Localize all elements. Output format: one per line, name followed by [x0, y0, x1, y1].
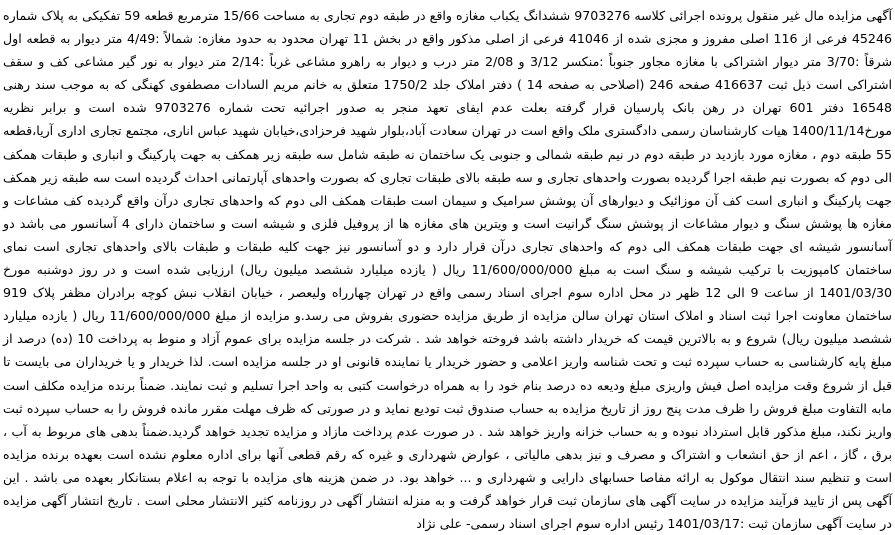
auction-notice-text: آگهی مزایده مال غیر منقول پرونده اجرائی کلاسه 9703276 ششدانگ یکباب مغازه واقع در طبقه دوم تجاری به مساحت 15/66 مترمربع قطعه 59 تفکیکی به پلاک شماره 45246 فرعی از 116 اصلی مفروز و مجزی شده از 41046 فرعی از اصلی مذکور واقع در بخش 11 تهران محدود به حدود مغازه: شمالاً :4/49 متر دیوار به قطعه اول شرقاً :3/70 متر دیوار اشتراکی با مغازه مجاور جنوباً :منکسر 3/12 و 2/08 متر درب و دیوار به راهرو مشاعی غرباً :2/14 متر دیوار به نور گیر مشاعی کف و سقف اشتراکی است ذیل ثبت 416637 صفحه 246 (اصلاحی به صفحه 14 ) دفتر املاک جلد 1750/2 متعلق به خانم مریم السادات مصطفوی کهنگی که به موجب سند رهنی 16548 دفتر 601 تهران در رهن بانک پارسیان قرار گرفته بعلت عدم ایفای تعهد منجر به صدور اجرائیه تحت شماره 9703276 شده است و برابر نظریه مورخ1400/11/14 هیات کارشناسان رسمی دادگستری ملک واقع است در تهران سعادت آباد،بلوار شهید فرحزادی،خیابان شهید عباس اناری، مجتمع تجاری اداری آریا،قطعه 55 طبقه دوم ، مغازه مورد بازدید در طبقه دوم در نیم طبقه شمالی و جنوبی یک ساختمان نه طبقه شامل سه طبقه زیر همکف به جهت پارکینگ و انباری و طبقات همکف الی دوم که بصورت نیم طبقه اجرا گردیده بصورت واحدهای تجاری و سه طبقه بالای طبقات تجاری که بصورت واحدهای آپارتمانی احداث گردیده است سه طبقه زیر همکف جهت پارکینگ و انباری است کف آن موزائیک و دیوارهای آن پوشش سرامیک و سیمان است طبقات همکف الی دوم که واحدهای تجاری درآن واقع گردیده کف مشاعات و مغازه ها پوشش سنگ و دیوار مشاعات از پوشش سنگ گرانیت است و ویترین های مغازه ها از پروفیل فلزی و شیشه است و ساختمان دارای 4 آسانسور می باشد دو آسانسور شیشه ای جهت طبقات همکف الی دوم که واحدهای تجاری درآن قرار دارد و دو آسانسور نیز جهت کلیه طبقات و طبقات بالای واحدهای تجاری است نمای ساختمان کامپوزیت با ترکیب شیشه و سنگ است به مبلغ 11/600/000/000 ریال ( یازده میلیارد ششصد میلیون ریال) ارزیابی شده است و در روز دوشنبه مورخ 1401/03/30 از ساعت 9 الی 12 ظهر در محل اداره سوم اجرای اسناد رسمی واقع در تهران چهارراه ولیعصر ، خیابان انقلاب نبش کوچه برادران مظفر پلاک 919 ساختمان معاونت اجرا ثبت اسناد و املاک استان تهران سالن مزایده از طریق مزایده حضوری بفروش می رسد.و مزایده از مبلغ 11/600/000/000 ریال ( یازده میلیارد ششصد میلیون ریال) شروع و به بالاترین قیمت که خریدار داشته باشد فروخته خواهد شد . شرکت در جلسه مزایده برای عموم آزاد و منوط به پرداخت 10 (ده) درصد از مبلغ پایه کارشناسی به حساب سپرده ثبت و تحت شناسه واریز اعلامی و حضور خریدار یا نماینده قانونی او در جلسه مزایده است. لذا خریدار و یا خریداران می بایست تا قبل از شروع وقت مزایده اصل فیش واریزی مبلغ ودیعه ده درصد بنام خود را به همراه درخواست کتبی به واحد اجرا تسلیم و ثبت نمایند. ضمناً برنده مزایده مکلف است مابه التفاوت مبلغ فروش را ظرف مدت پنج روز از تاریخ مزایده به حساب صندوق ثبت تودیع نماید و در صورتی که ظرف مهلت مقرر مانده فروش را به حساب سپرده ثبت واریز نکند، مبلغ مذکور قابل استرداد نبوده و به حساب خزانه واریز خواهد شد . در صورت عدم پرداخت مازاد و مزایده تجدید خواهد گردید.ضمناً بدهی های مربوط به آب ، برق ، گاز ، اعم از حق انشعاب و اشتراک و مصرف و نیز بدهی مالیاتی ، عوارض شهرداری و غیره که رقم قطعی آنها برای اداره معلوم نشده است بعهده برنده مزایده است و تنظیم سند انتقال موکول به ارائه مفاصا حسابهای دارایی و شهرداری و ... خواهد بود. در ضمن هزینه های مزایده با توجه به اعلام بستانکار بعهده می باشد . این آگهی پس از تایید فرآیند مزایده در سایت آگهی های سازمان ثبت قرار خواهد گرفت و به منزله انتشار آگهی در روزنامه کثیر الانتشار محلی است . تاریخ انتشار آگهی مزایده در سایت آگهی سازمان ثبت :1401/03/17 رئیس اداره سوم اجرای اسناد رسمی- علی نژاد [3, 8, 893, 532]
